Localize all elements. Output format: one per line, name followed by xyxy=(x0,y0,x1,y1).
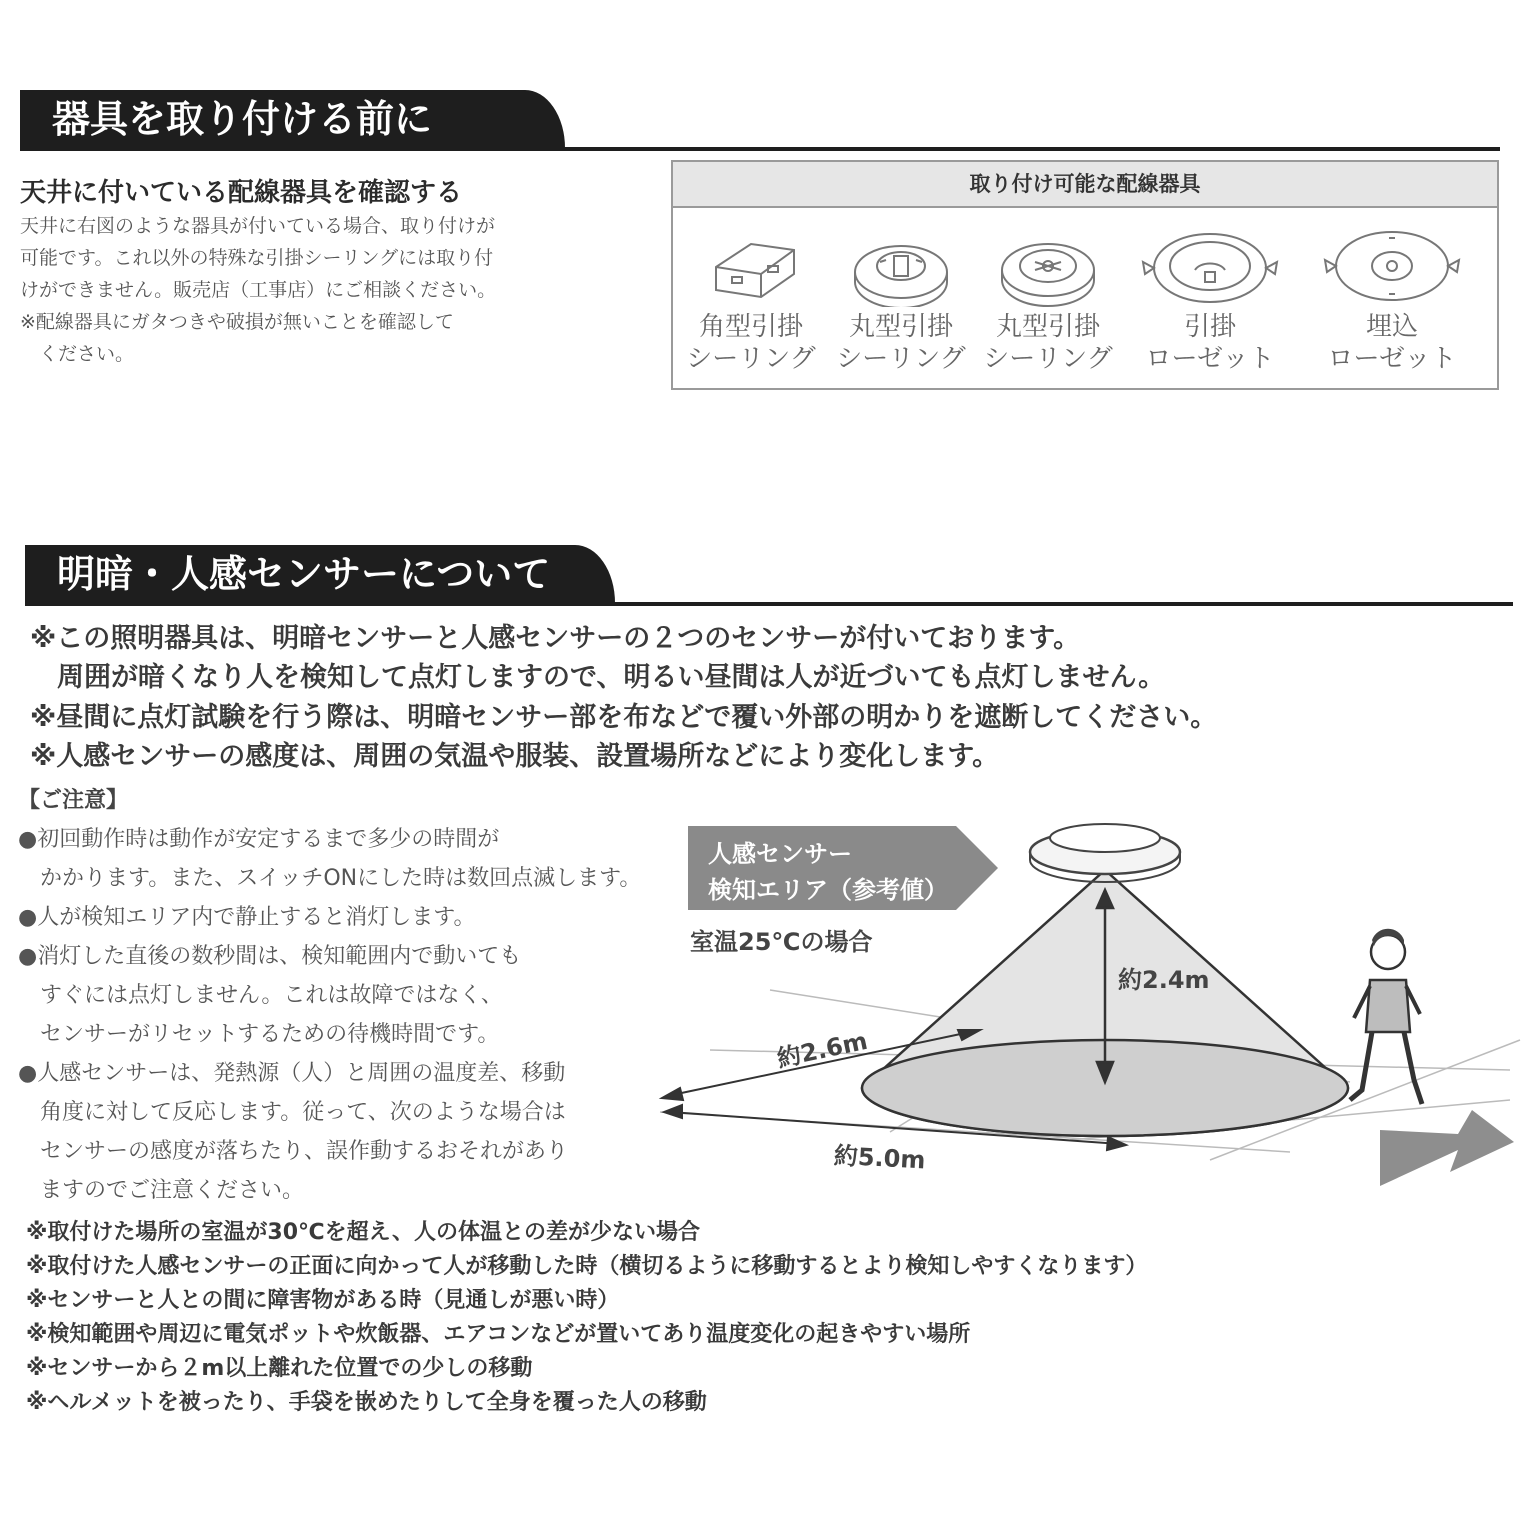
device-label-1: 引掛 xyxy=(1183,312,1236,342)
caution-line: かかります。また、スイッチONにした時は数回点滅します。 xyxy=(18,866,642,891)
case-line: ※検知範囲や周辺に電気ポットや炊飯器、エアコンなどが置いてあり温度変化の起きやすい場所 xyxy=(26,1322,971,1347)
section1-header xyxy=(20,90,1500,148)
device-label-1: 角型引掛 xyxy=(698,312,803,342)
sensor-note-line: 周囲が暗くなり人を検知して点灯しますので、明るい昼間は人が近づいても点灯しません。 xyxy=(30,662,1166,693)
caution-line: センサーがリセットするための待機時間です。 xyxy=(18,1022,500,1047)
square-ceiling-hook-icon xyxy=(676,222,826,307)
person-icon xyxy=(1350,929,1422,1104)
section2-header xyxy=(20,545,1508,603)
section1-title: 器具を取り付ける前に xyxy=(20,90,565,148)
caution-title: 【ご注意】 xyxy=(18,788,129,813)
sensor-note-line: ※人感センサーの感度は、周囲の気温や服装、設置場所などにより変化します。 xyxy=(30,741,1000,772)
section2-title: 明暗・人感センサーについて xyxy=(25,545,615,603)
device-label-2: シーリング xyxy=(686,344,816,374)
caution-line: ますのでご注意ください。 xyxy=(18,1178,305,1203)
device-round-ceiling-1 xyxy=(826,222,976,375)
case-line: ※取付けた人感センサーの正面に向かって人が移動した時（横切るように移動するとより検知しやすくなります） xyxy=(26,1254,1148,1279)
caution-line: ●人が検知エリア内で静止すると消灯します。 xyxy=(18,905,476,930)
round-ceiling-hook-icon xyxy=(973,222,1123,307)
device-label-1: 埋込 xyxy=(1365,312,1418,342)
section1-body xyxy=(20,210,496,370)
device-label-2: シーリング xyxy=(836,344,966,374)
hook-rosette-icon xyxy=(1135,222,1285,307)
caution-line: すぐには点灯しません。これは故障ではなく、 xyxy=(18,983,503,1008)
width-label: 約2.6m xyxy=(774,1026,870,1074)
panel-title: 取り付け可能な配線器具 xyxy=(673,162,1497,208)
device-label-2: ローゼット xyxy=(1145,344,1275,374)
flush-rosette-icon xyxy=(1317,222,1467,307)
device-flush-rosette xyxy=(1317,222,1467,375)
room-temp-condition: 室温25℃の場合 xyxy=(690,928,873,956)
device-label-1: 丸型引掛 xyxy=(995,312,1100,342)
caution-line: ●初回動作時は動作が安定するまで多少の時間が xyxy=(18,827,500,852)
tag-line-2: 検知エリア（参考値） xyxy=(708,876,948,904)
device-label-2: シーリング xyxy=(983,344,1113,374)
caution-line: 角度に対して反応します。従って、次のような場合は xyxy=(18,1100,566,1125)
case-line: ※ヘルメットを被ったり、手袋を嵌めたりして全身を覆った人の移動 xyxy=(26,1390,707,1415)
device-round-ceiling-2 xyxy=(973,222,1123,375)
caution-line: センサーの感度が落ちたり、誤作動するおそれがあり xyxy=(18,1139,569,1164)
body-line: 天井に右図のような器具が付いている場合、取り付けが xyxy=(20,215,496,237)
case-line: ※センサーから２m以上離れた位置での少しの移動 xyxy=(26,1356,533,1381)
ceiling-light-icon xyxy=(1030,824,1180,882)
body-line: けができません。販売店（工事店）にご相談ください。 xyxy=(20,279,497,301)
body-line: 可能です。これ以外の特殊な引掛シーリングには取り付 xyxy=(20,247,494,269)
case-line: ※取付けた場所の室温が30℃を超え、人の体温との差が少ない場合 xyxy=(26,1220,700,1245)
sensor-note-line: ※この照明器具は、明暗センサーと人感センサーの２つのセンサーが付いております。 xyxy=(30,623,1081,654)
length-label: 約5.0m xyxy=(833,1141,927,1175)
case-line: ※センサーと人との間に障害物がある時（見通しが悪い時） xyxy=(26,1288,620,1313)
body-line: ※配線器具にガタつきや破損が無いことを確認して xyxy=(20,311,454,333)
detection-area-diagram xyxy=(650,800,1530,1200)
section1-rule xyxy=(20,147,1500,151)
round-ceiling-hook-icon xyxy=(826,222,976,307)
caution-line: ●消灯した直後の数秒間は、検知範囲内で動いても xyxy=(18,944,522,969)
walk-direction-arrow xyxy=(1380,1110,1514,1186)
section1-subtitle: 天井に付いている配線器具を確認する xyxy=(20,178,463,208)
caution-line: ●人感センサーは、発熱源（人）と周囲の温度差、移動 xyxy=(18,1061,566,1086)
device-label-1: 丸型引掛 xyxy=(848,312,953,342)
height-label: 約2.4m xyxy=(1118,966,1210,994)
tag-line-1: 人感センサー xyxy=(708,840,852,868)
sensor-note-line: ※昼間に点灯試験を行う際は、明暗センサー部を布などで覆い外部の明かりを遮断してください。 xyxy=(30,702,1218,733)
wiring-device-panel xyxy=(671,160,1499,390)
device-square-ceiling xyxy=(676,222,826,375)
device-hook-rosette xyxy=(1135,222,1285,375)
body-line: ください。 xyxy=(20,343,135,365)
section2-rule xyxy=(25,602,1513,606)
device-label-2: ローゼット xyxy=(1327,344,1457,374)
